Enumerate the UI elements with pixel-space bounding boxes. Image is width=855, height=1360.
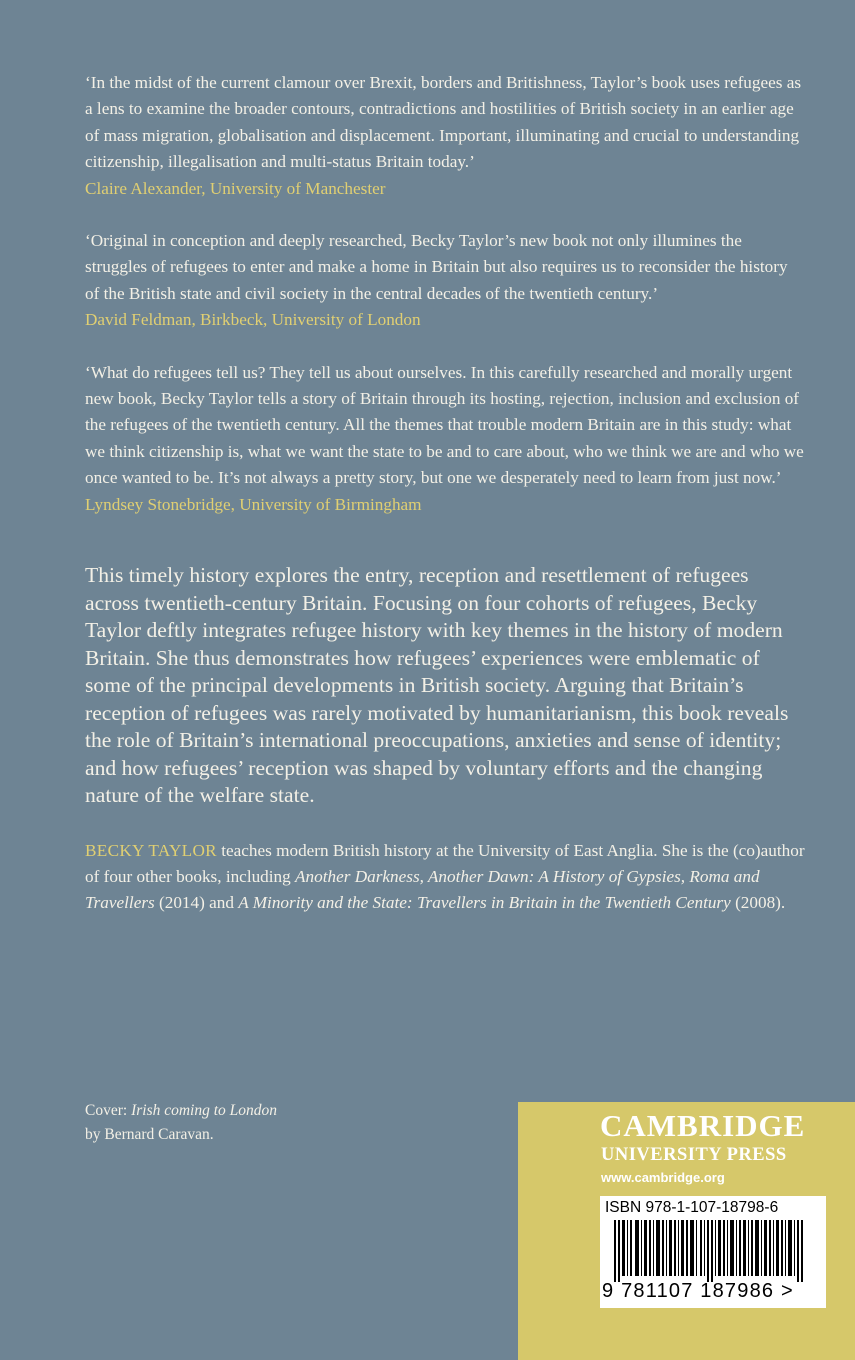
back-cover-text [85,70,805,917]
blurb-source: Lyndsey Stonebridge, University of Birmingham [85,494,422,514]
bio-text: teaches modern British history at the University of East Anglia. She is the (co)author of four other books, including [85,840,805,886]
blurb-quote: ‘What do refugees tell us? They tell us about ourselves. In this carefully researched and morally urgent new book, Becky Taylor tells a story of Britain through its hosting, rejection, inclusion and exclusion of the refugees of the twentieth century. All the themes that trouble modern Britain are in this study: what we think citizenship is, what we want the state to be and to care about, who we think we are and who we once wanted to be. It’s not always a pretty story, but one we desperately need to learn from just now.’ [85,362,804,488]
blurb-3 [85,360,805,518]
publisher-box [518,1102,855,1360]
blurb-quote: ‘In the midst of the current clamour over Brexit, borders and Britishness, Taylor’s book uses refugees as a lens to examine the broader contours, contradictions and hostilities of British society in an earlier age of mass migration, globalisation and displacement. Important, illuminating and crucial to understanding citizenship, illegalisation and multi-status Britain today.’ [85,73,802,172]
publisher-name: CAMBRIDGE [600,1108,806,1143]
book-description: This timely history explores the entry, reception and resettlement of refugees across twentieth-century Britain. Focusing on four cohorts of refugees, Becky Taylor deftly integrates refugee history with key themes in the history of modern Britain. She thus demonstrates how refugees’ experiences were emblematic of some of the principal developments in British society. Arguing that Britain’s reception of refugees was rarely motivated by humanitarianism, this book reveals the role of Britain’s international preoccupations, anxieties and sense of identity; and how refugees’ reception was shaped by voluntary efforts and the changing nature of the welfare state. [85,563,789,808]
barcode-icon [614,1220,814,1282]
author-name: BECKY TAYLOR [85,840,217,860]
isbn-label: ISBN 978-1-107-18798-6 [605,1199,779,1216]
cover-title: Irish coming to London [131,1102,278,1119]
bio-book-title: Another Darkness, Another Dawn: A History of Gypsies, Roma and Travellers [85,867,760,913]
publisher-url: www.cambridge.org [601,1170,725,1185]
barcode-number: 9 781107 187986 > [602,1280,794,1302]
bio-text: (2014) and [154,893,239,913]
isbn-barcode [600,1196,826,1308]
cover-credit [85,1099,277,1147]
blurb-source: Claire Alexander, University of Manchester [85,178,386,198]
author-bio [85,838,805,917]
bio-text: (2008). [730,893,786,913]
blurb-2 [85,228,805,334]
blurb-quote: ‘Original in conception and deeply researched, Becky Taylor’s new book not only illumines the struggles of refugees to enter and make a home in Britain but also requires us to reconsider the history of the British state and civil society in the central decades of the twentieth century.’ [85,231,788,303]
blurb-source: David Feldman, Birkbeck, University of London [85,310,421,330]
publisher-subtitle: UNIVERSITY PRESS [601,1145,787,1165]
cover-prefix: Cover: [85,1102,132,1119]
blurb-1 [85,70,805,202]
cover-artist: by Bernard Caravan. [85,1126,214,1143]
bio-book-title: A Minority and the State: Travellers in Britain in the Twentieth Century [238,893,731,913]
